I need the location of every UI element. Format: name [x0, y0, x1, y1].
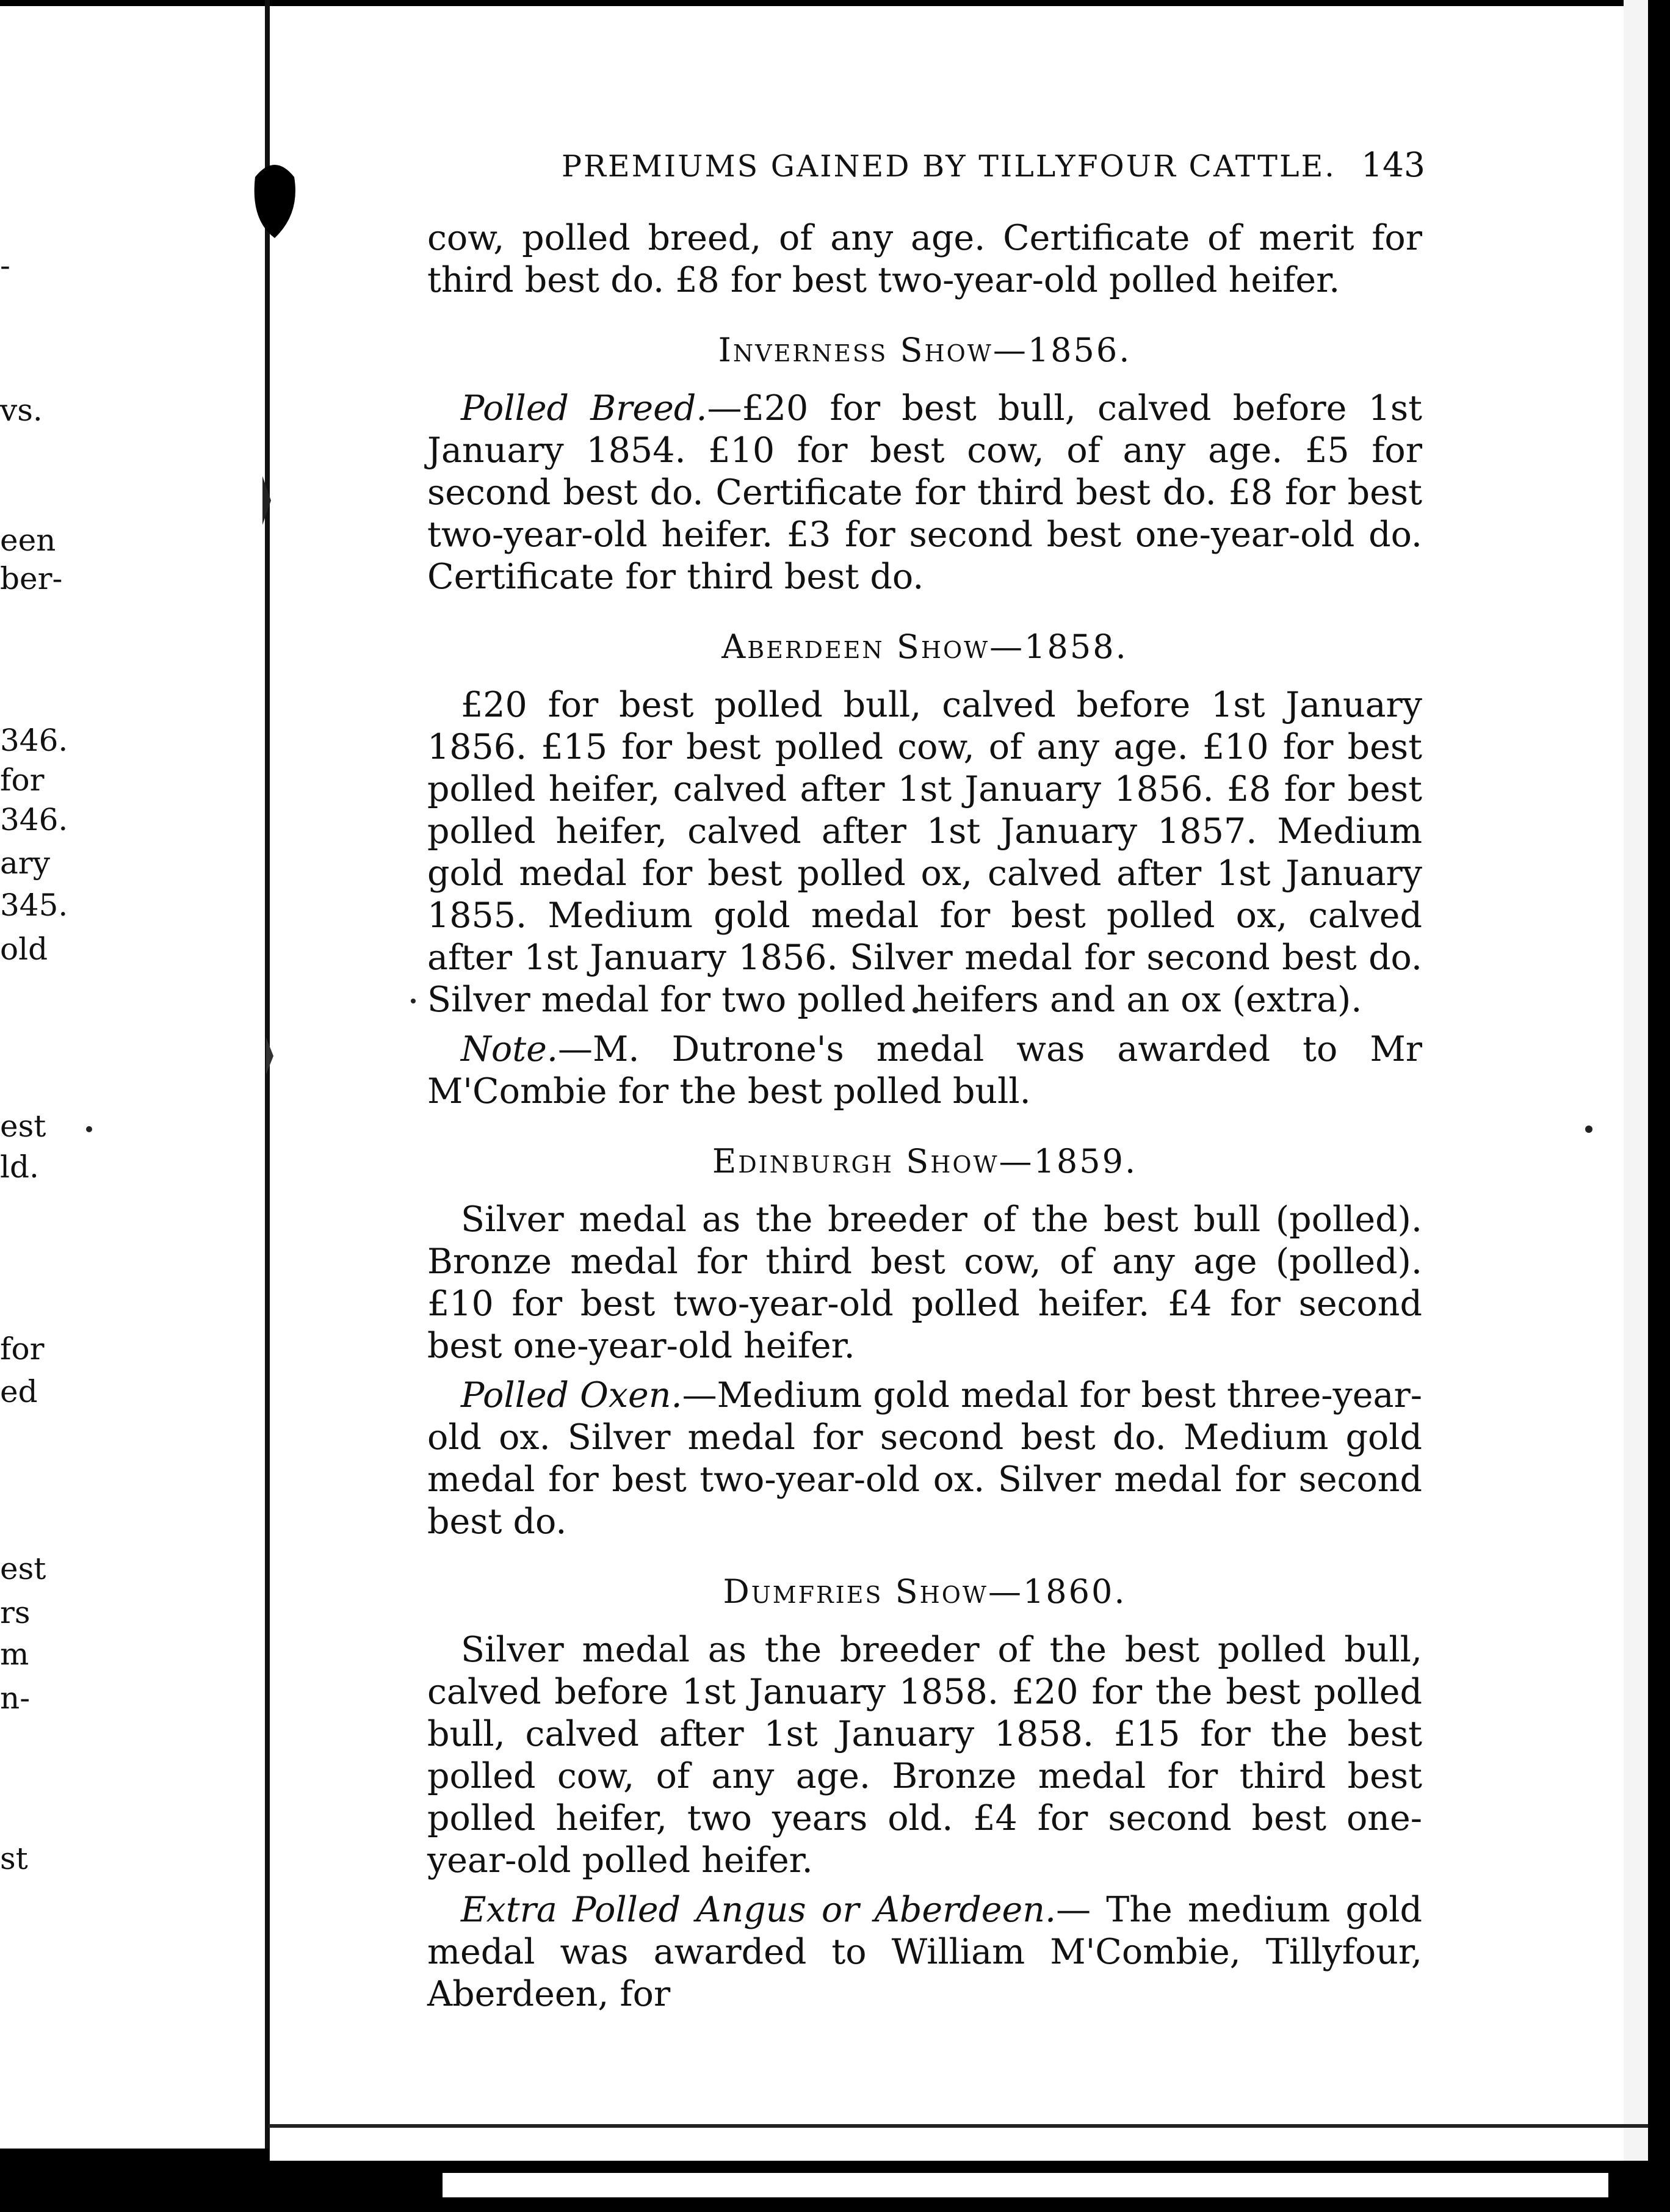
oxen-lead: Polled Oxen.	[461, 1375, 682, 1415]
oxen-text: —Medium gold medal for best three-year-old ox. Silver medal for second best do. Medium gold medal for best two-year-old ox. Silver medal for second best do.	[427, 1375, 1422, 1542]
fragment: est	[0, 1108, 46, 1144]
fragment: 345.	[0, 887, 68, 923]
fragment: n-	[0, 1680, 31, 1716]
opening-paragraph: cow, polled breed, of any age. Certificate of merit for third best do. £8 for best two-year-old polled heifer.	[427, 218, 1422, 300]
inverness-lead: Polled Breed.	[461, 388, 707, 428]
extra-text: — The medium gold medal was awarded to William M'Combie, Tillyfour, Aberdeen, for	[427, 1890, 1422, 2014]
fragment: for	[0, 762, 45, 798]
fragment: rs	[0, 1595, 31, 1630]
note-lead: Note.	[461, 1029, 558, 1069]
fragment: ed	[0, 1374, 38, 1409]
fragment: 346.	[0, 723, 68, 758]
fragment: ary	[0, 845, 50, 881]
section-heading-aberdeen: Aberdeen Show—1858.	[721, 627, 1128, 666]
fragment: ber-	[0, 561, 63, 596]
dumfries-paragraph: Silver medal as the breeder of the best polled bull, calved before 1st January 1858. £20 for the best polled bull, calved after 1st January 1858. £15 for the best polled cow, of any age. Bronze medal for third best polled heifer, two years old. £4 for second best one-year-old polled heifer.	[427, 1630, 1422, 1881]
edinburgh-oxen-paragraph	[427, 1375, 1422, 1543]
section-heading-edinburgh: Edinburgh Show—1859.	[712, 1142, 1138, 1180]
edinburgh-paragraph: Silver medal as the breeder of the best bull (polled). Bronze medal for third best cow, of any age (polled). £10 for best two-year-old polled heifer. £4 for second best one-year-old heifer.	[427, 1199, 1422, 1366]
facing-page-fragments	[0, 0, 244, 2212]
extra-lead: Extra Polled Angus or Aberdeen.	[461, 1890, 1057, 1930]
fragment: 346.	[0, 802, 68, 837]
aberdeen-paragraph: £20 for best polled bull, calved before 1st January 1856. £15 for best polled cow, of any age. £10 for best polled heifer, calved after 1st January 1856. £8 for best polled heifer, calved after 1st January 1857. Medium gold medal for best polled ox, calved after 1st January 1855. Medium gold medal for best polled ox, calved after 1st January 1856. Silver medal for second best do. Silver medal for two polled heifers and an ox (extra).	[427, 685, 1422, 1020]
fragment: old	[0, 931, 48, 967]
dumfries-extra-paragraph	[427, 1889, 1422, 2015]
fragment: ld.	[0, 1149, 39, 1185]
fragment: een	[0, 522, 56, 558]
note-text: —M. Dutrone's medal was awarded to Mr M'Combie for the best polled bull.	[427, 1029, 1422, 1111]
running-title: PREMIUMS GAINED BY TILLYFOUR CATTLE.	[562, 149, 1336, 184]
inverness-text: —£20 for best bull, calved before 1st January 1854. £10 for best cow, of any age. £5 for second best do. Certificate for third best do. £8 for best two-year-old heifer. £3 for second best one-year-old do. Certificate for third best do.	[427, 388, 1422, 597]
fragment: st	[0, 1841, 28, 1876]
fragment: -	[0, 248, 10, 283]
fragment: est	[0, 1551, 46, 1586]
inverness-paragraph	[427, 388, 1422, 598]
section-heading-dumfries: Dumfries Show—1860.	[723, 1572, 1127, 1611]
aberdeen-note	[427, 1028, 1422, 1113]
fragment: vs.	[0, 392, 43, 428]
fragment: for	[0, 1331, 45, 1367]
fragment: m	[0, 1636, 29, 1672]
page-number: 143	[1361, 145, 1425, 184]
running-head	[562, 145, 1425, 184]
section-heading-inverness: Inverness Show—1856.	[718, 331, 1132, 369]
page-body	[427, 217, 1422, 2015]
